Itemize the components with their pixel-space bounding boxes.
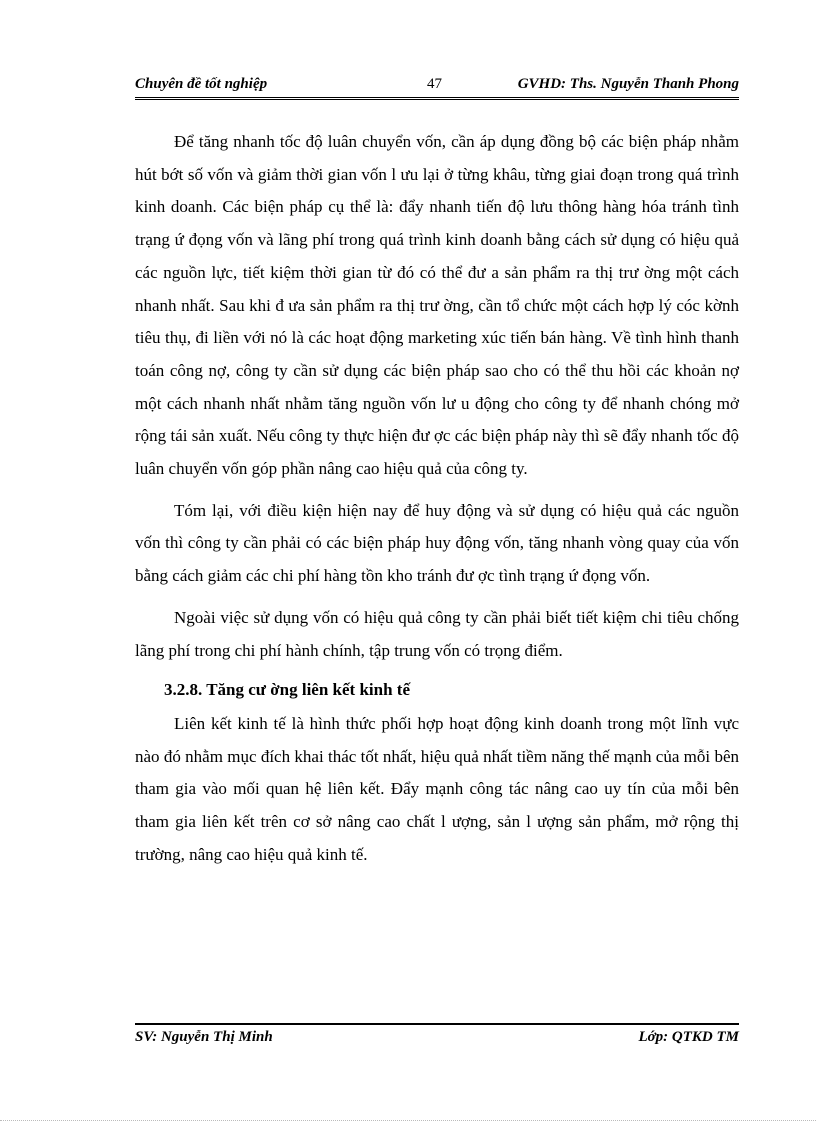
paragraph-3: Ngoài việc sử dụng vốn có hiệu quả công ty cần phải biết tiết kiệm chi tiêu chống lãng phí trong chi phí hành chính, tập trung vốn có trọng điểm.	[135, 607, 739, 660]
page-edge-divider	[0, 1120, 816, 1121]
document-body	[135, 126, 739, 871]
page-header	[135, 74, 739, 96]
footer-student: SV: Nguyễn Thị Minh	[135, 1029, 273, 1045]
footer-class: Lớp: QTKD TM	[638, 1029, 739, 1045]
header-title: Chuyên đề tốt nghiệp	[135, 76, 268, 92]
page-number: 47	[427, 76, 442, 92]
paragraph-1: Để tăng nhanh tốc độ luân chuyển vốn, cần áp dụng đồng bộ các biện pháp nhằm hút bớt số vốn và giảm thời gian vốn l ưu lại ở từng khâu, từng giai đoạn trong quá trình kinh doanh. Các biện pháp cụ thể là: đẩy nhanh tiến độ lưu thông hàng hóa tránh tình trạng ứ đọng vốn và lãng phí trong quá trình kinh doanh bằng cách sử dụng có hiệu quả các nguồn lực, tiết kiệm thời gian từ đó có thể đư a sản phẩm ra thị trư ờng một cách nhanh nhất. Sau khi đ ưa sản phẩm ra thị trư ờng, cần tổ chức một cách hợp lý cóc kờnh tiêu thụ, đi liền với nó là các hoạt động marketing xúc tiến bán hàng. Về tình hình thanh toán công nợ, công ty cần sử dụng các biện pháp sao cho có thể thu hồi các khoản nợ một cách nhanh nhất nhằm tăng nguồn vốn lư u động cho công ty để nhanh chóng mở rộng tái sản xuất. Nếu công ty thực hiện đư ợc các biện pháp này thì sẽ đẩy nhanh tốc độ luân chuyển vốn góp phần nâng cao hiệu quả của công ty.	[135, 132, 739, 479]
section-paragraph: Liên kết kinh tế là hình thức phối hợp hoạt động kinh doanh trong một lĩnh vực nào đó nhằm mục đích khai thác tốt nhất, hiệu quả nhất tiềm năng thế mạnh của mỗi bên tham gia vào mối quan hệ liên kết. Đẩy mạnh công tác nâng cao uy tín của mỗi bên tham gia liên kết trên cơ sở nâng cao chất l ượng, sản l ượng sản phẩm, mở rộng thị trường, nâng cao hiệu quả kinh tế.	[135, 713, 739, 864]
paragraph-2: Tóm lại, với điều kiện hiện nay để huy động và sử dụng có hiệu quả các nguồn vốn thì công ty cần phải có các biện pháp huy động vốn, tăng nhanh vòng quay của vốn bằng cách giảm các chi phí hàng tồn kho tránh đư ợc tình trạng ứ đọng vốn.	[135, 500, 739, 586]
header-supervisor: GVHD: Ths. Nguyễn Thanh Phong	[517, 76, 739, 92]
header-rule	[135, 97, 739, 100]
page-footer	[135, 1029, 739, 1051]
section-heading: 3.2.8. Tăng cư ờng liên kết kinh tế	[164, 680, 411, 700]
footer-rule	[135, 1023, 739, 1025]
